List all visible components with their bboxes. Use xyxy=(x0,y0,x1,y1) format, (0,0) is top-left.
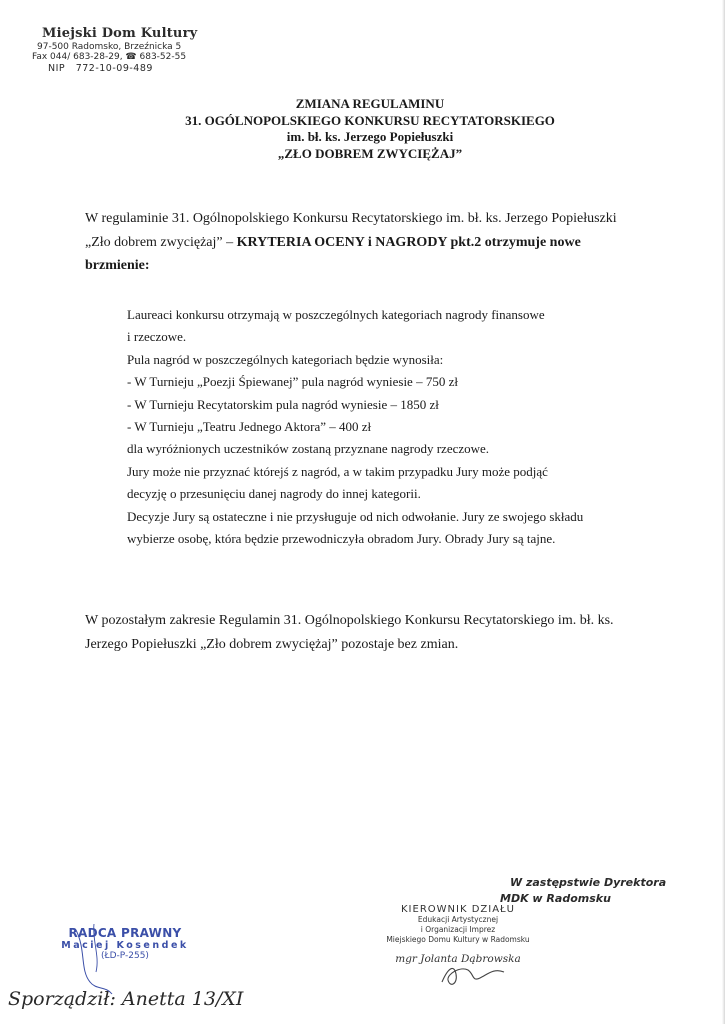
body-line: wybierze osobę, która będzie przewodniczyła obradom Jury. Obrady Jury są tajne. xyxy=(127,531,556,547)
closing-text-2: 31. Ogólnopolskiego Konkursu Recytatorskiego im. bł. ks. Jerzego Popiełuszki „Zło dobrem zwyciężaj” xyxy=(85,613,614,652)
department-line-1: Edukacji Artystycznej xyxy=(417,915,499,924)
department-stamp xyxy=(358,904,558,965)
handwritten-note-text: Sporządził: Anetta 13/XI xyxy=(8,988,244,1010)
intro-text: W regulaminie 31. Ogólnopolskiego Konkursu Recytatorskiego im. bł. ks. Jerzego Popiełuszki „Zło dobrem zwyciężaj” – xyxy=(85,211,617,250)
body-line: decyzję o przesunięciu danej nagrody do innej kategorii. xyxy=(127,486,421,502)
title-line-1: ZMIANA REGULAMINU xyxy=(295,96,445,111)
closing-text-3: pozostaje bez zmian. xyxy=(341,636,459,652)
body-line: Jury może nie przyznać którejś z nagród, a w takim przypadku Jury może podjąć xyxy=(127,463,548,479)
header-address: 97-500 Radomsko, Brzeźnicka 5 xyxy=(37,42,182,52)
director-stamp-line-1: W zastępstwie Dyrektora xyxy=(510,876,667,889)
director-stamp-line-2: MDK w Radomsku xyxy=(500,892,611,905)
body-line: - W Turnieju „Poezji Śpiewanej” pula nagród wyniesie – 750 zł xyxy=(127,374,458,390)
body-line: - W Turnieju „Teatru Jednego Aktora” – 400 zł xyxy=(127,419,372,435)
body-line: Laureaci konkursu otrzymają w poszczególnych kategoriach nagrody finansowe xyxy=(127,307,545,322)
department-manager-name: mgr Jolanta Dąbrowska xyxy=(395,953,521,965)
legal-stamp-title: RADCA PRAWNY xyxy=(68,926,182,940)
closing-paragraph xyxy=(85,609,645,656)
intro-bold-text: KRYTERIA OCENY i NAGRODY pkt.2 otrzymuje nowe brzmienie: xyxy=(85,234,581,273)
handwritten-note xyxy=(6,975,296,1021)
department-heading: KIEROWNIK DZIAŁU xyxy=(401,904,515,915)
closing-text-1: W pozostałym zakresie Regulamin xyxy=(85,613,281,628)
header-stamp xyxy=(28,26,228,74)
director-stamp xyxy=(494,876,666,905)
header-org-name: Miejski Dom Kultury xyxy=(42,26,198,41)
body-line: Decyzje Jury są ostateczne i nie przysługuje od nich odwołanie. Jury ze swojego składu xyxy=(127,508,584,524)
body-line: - W Turnieju Recytatorskim pula nagród wyniesie – 1850 zł xyxy=(127,396,439,412)
title-line-2: 31. OGÓLNOPOLSKIEGO KONKURSU RECYTATORSKIEGO xyxy=(185,112,555,128)
header-nip: NIP 772-10-09-489 xyxy=(48,63,153,74)
body-line: i rzeczowe. xyxy=(127,329,187,345)
body-line: dla wyróżnionych uczestników zostaną przyznane nagrody rzeczowe. xyxy=(127,441,490,457)
intro-paragraph xyxy=(85,207,645,278)
legal-stamp-reg: (ŁD-P-255) xyxy=(101,951,149,961)
amended-section xyxy=(127,304,647,550)
title-line-4: „ZŁO DOBREM ZWYCIĘŻAJ” xyxy=(277,145,463,161)
department-line-3: Miejskiego Domu Kultury w Radomsku xyxy=(386,935,530,944)
manager-signature xyxy=(438,960,518,990)
legal-stamp-name: Maciej Kosendek xyxy=(61,940,189,951)
department-line-2: i Organizacji Imprez xyxy=(420,925,496,934)
title-line-3: im. bł. ks. Jerzego Popiełuszki xyxy=(286,129,454,144)
body-line: Pula nagród w poszczególnych kategoriach będzie wynosiła: xyxy=(127,351,444,367)
header-fax-phone: Fax 044/ 683-28-29, ☎ 683-52-55 xyxy=(32,52,187,62)
document-title xyxy=(90,96,650,162)
